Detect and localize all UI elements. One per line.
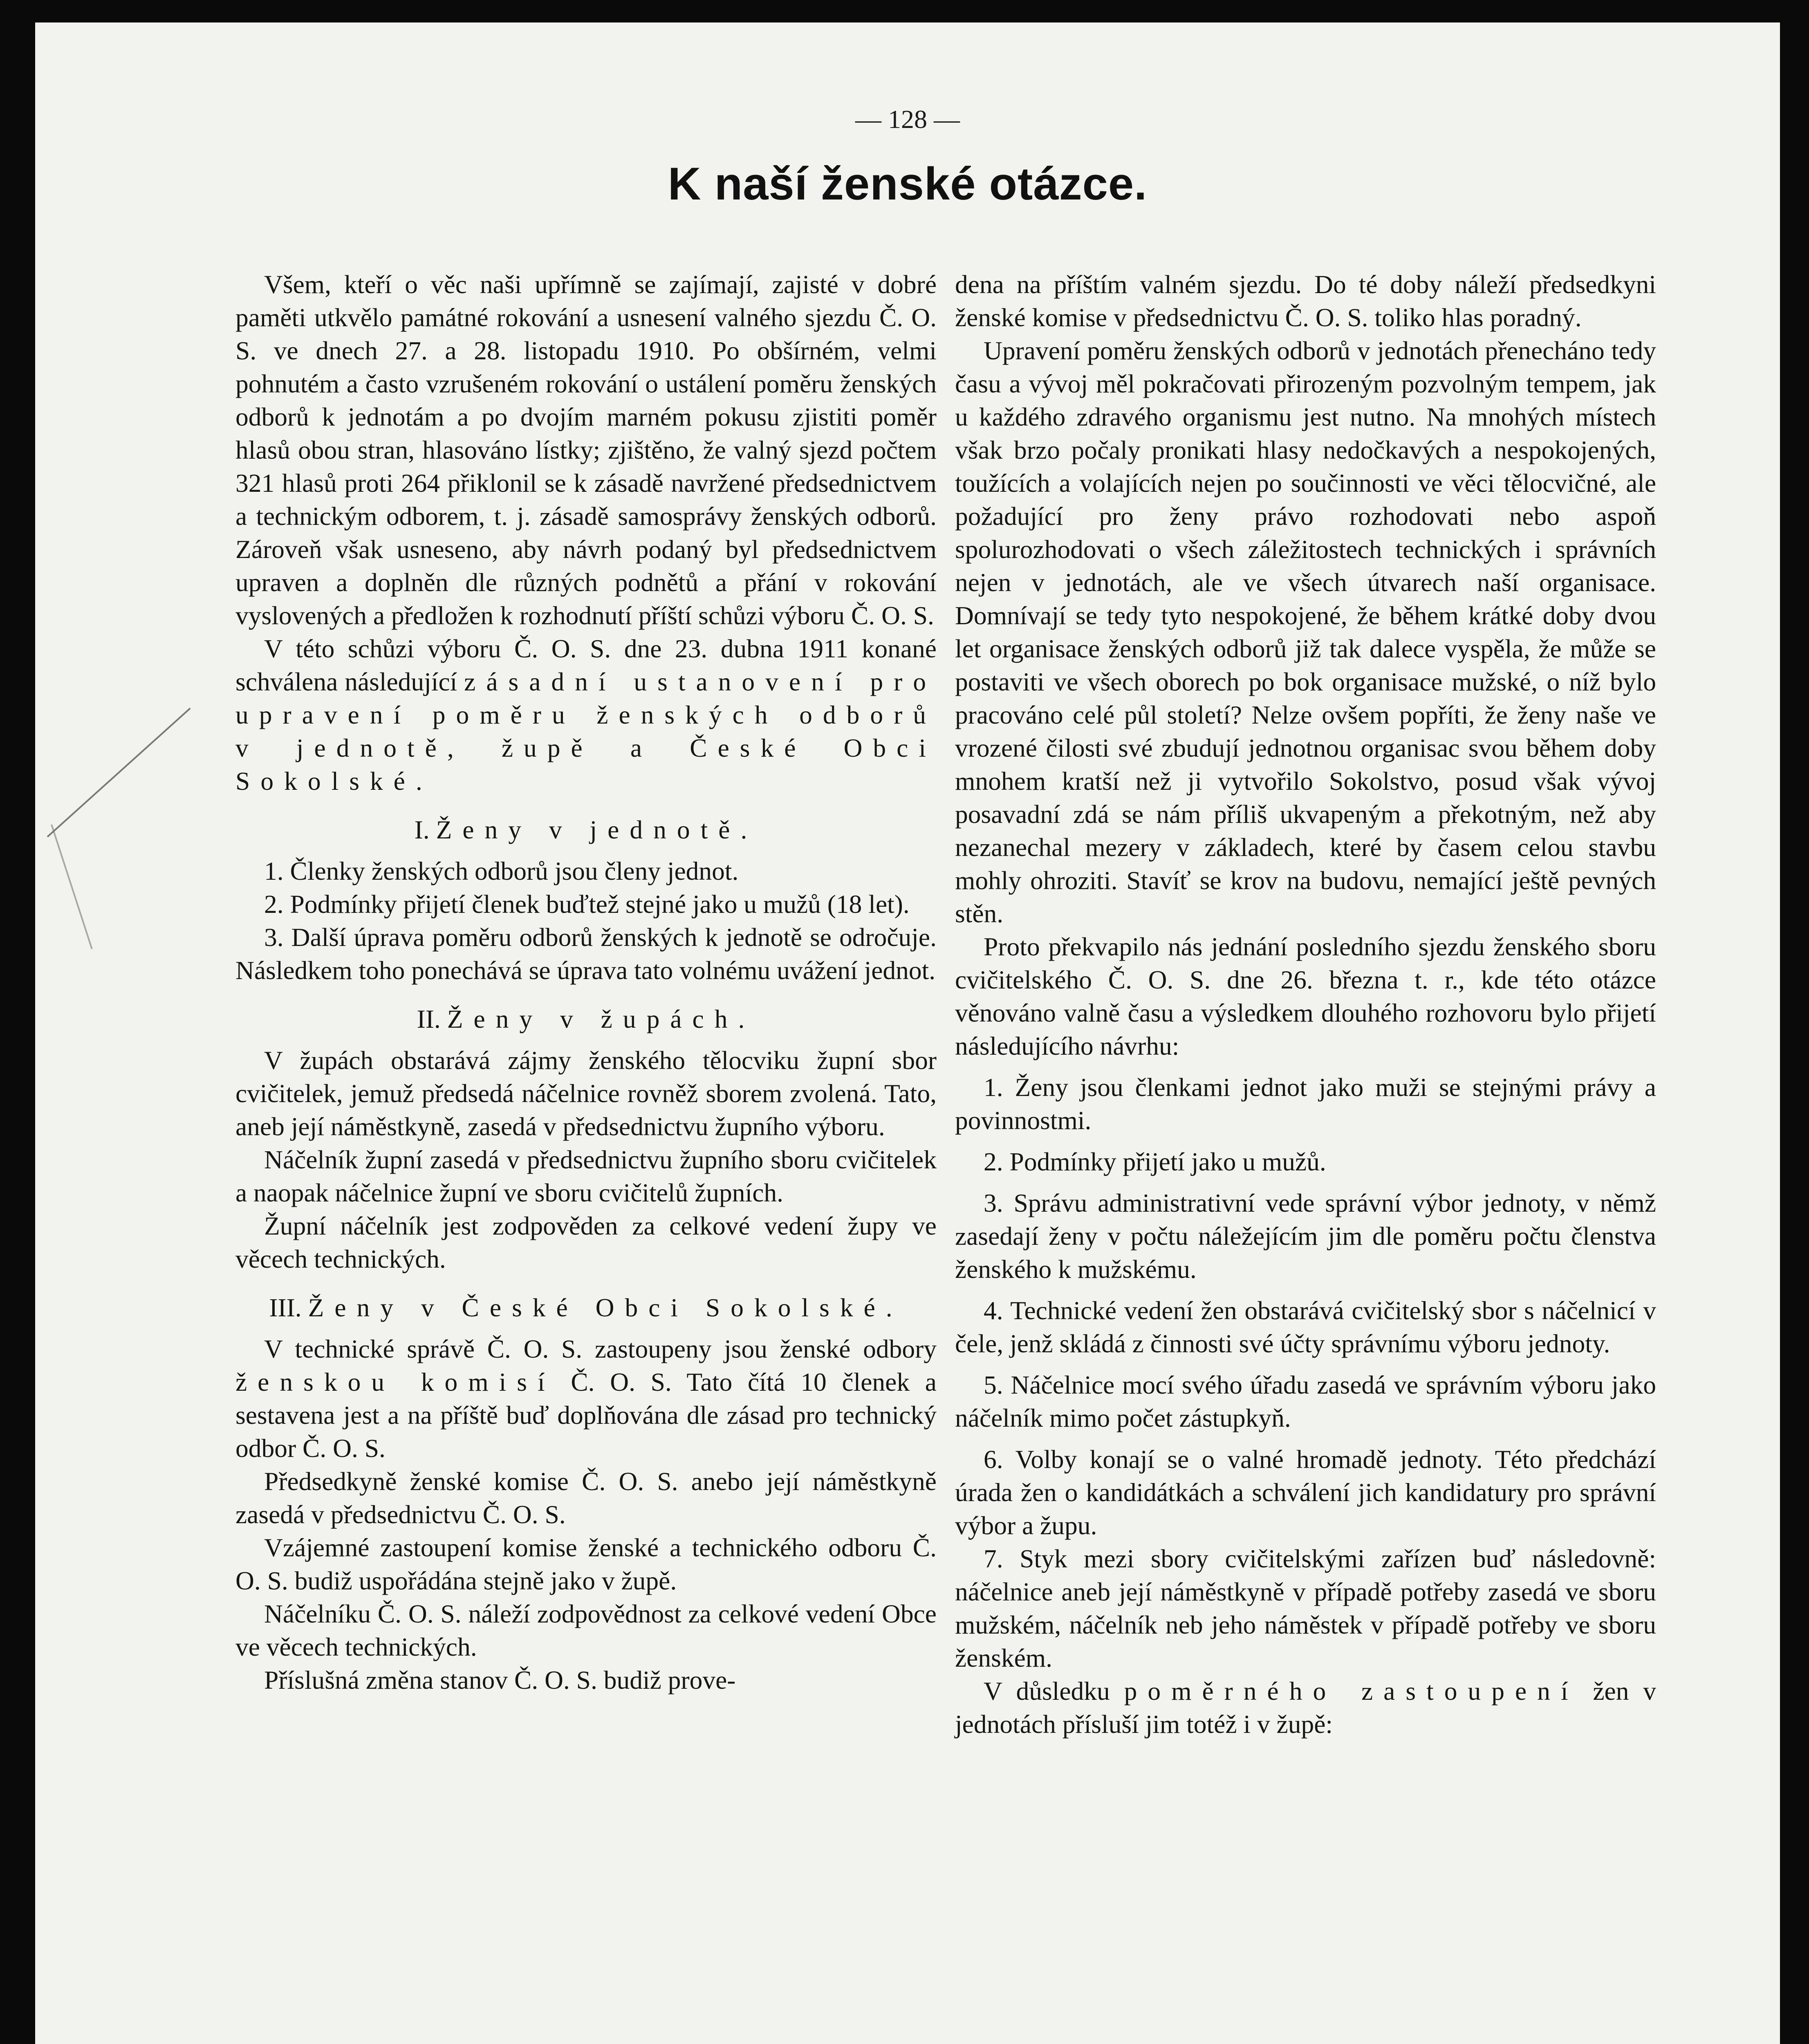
spaced-emphasis: zásadní ustanovení pro upravení poměru ženských odborů v jednotě, župě a České Obci Sokolské.: [235, 667, 937, 796]
paragraph: [235, 1332, 937, 1465]
paragraph: Náčelník župní zasedá v předsednictvu župního sboru cvičitelek a naopak náčelnice župní ve sboru cvičitelů župních.: [235, 1145, 937, 1207]
paragraph-continued: dena na příštím valném sjezdu. Do té doby náleží předsedkyni ženské komise v předsednictvu Č. O. S. toliko hlas poradný.: [955, 270, 1656, 332]
paragraph: V župách obstarává zájmy ženského tělocviku župní sbor cvičitelek, jemuž předsedá náčelnice rovněž sborem zvolená. Tato, aneb její náměstkyně, zasedá v předsednictvu župního výboru.: [235, 1046, 937, 1141]
heading-number: III.: [269, 1293, 302, 1322]
heading-text: Ženy v župách.: [447, 1004, 755, 1033]
right-column: [955, 268, 1656, 1741]
list-item: 3. Další úprava poměru odborů ženských k jednotě se odročuje. Následkem toho ponechává se úprava tato volnému uvážení jednot.: [235, 923, 937, 985]
list-item: 2. Podmínky přijetí členek buďtež stejné jako u mužů (18 let).: [264, 890, 910, 919]
list-item: 4. Technické vedení žen obstarává cvičitelský sbor s náčelnicí v čele, jenž skládá z činnosti své účty správnímu výboru jednoty.: [955, 1296, 1656, 1358]
left-column: [235, 268, 937, 1697]
list-item: 7. Styk mezi sbory cvičitelskými zařízen buď následovně: náčelnice aneb její náměstkyně v případě potřeby zasedá ve sboru mužském, náčelník neb jeho náměstek v případě potřeby ve sboru ženském.: [955, 1544, 1656, 1672]
list-item: 6. Volby konají se o valné hromadě jednoty. Této předchází úrada žen o kandidátkách a schválení jich kandidatury pro správní výbor a župu.: [955, 1445, 1656, 1540]
heading-number: II.: [417, 1004, 441, 1033]
spaced-emphasis: ženskou komisí: [235, 1367, 556, 1396]
section-heading: [235, 1291, 937, 1324]
paragraph: Předsedkyně ženské komise Č. O. S. anebo její náměstkyně zasedá v předsednictvu Č. O. S.: [235, 1467, 937, 1529]
list-item: 3. Správu administrativní vede správní výbor jednoty, v němž zasedají ženy v počtu náležejícím jim dle poměru počtu členstva ženského k mužskému.: [955, 1188, 1656, 1284]
list-item: 5. Náčelnice mocí svého úřadu zasedá ve správním výboru jako náčelník mimo počet zástupkyň.: [955, 1370, 1656, 1432]
list-item: 2. Podmínky přijetí jako u mužů.: [984, 1147, 1326, 1176]
article-title: K naší ženské otázce.: [668, 158, 1148, 209]
heading-number: I.: [414, 815, 430, 844]
paragraph: Všem, kteří o věc naši upřímně se zajímají, zajisté v dobré paměti utkvělo památné rokování a usnesení valného sjezdu Č. O. S. ve dnech 27. a 28. listopadu 1910. Po obšírném, velmi pohnutém a často vzrušeném rokování o ustálení poměru ženských odborů k jednotám a po dvojím marném pokusu zjistiti poměr hlasů obou stran, hlasováno lístky; zjištěno, že valný sjezd počtem 321 hlasů proti 264 přiklonil se k zásadě navržené předsednictvem a technickým odborem, t. j. zásadě samosprávy ženských odborů. Zároveň však usneseno, aby návrh podaný byl předsednictvem upraven a doplněn dle různých podnětů a přání v rokování vyslovených a předložen k rozhodnutí příští schůzi výboru Č. O. S.: [235, 270, 937, 630]
paragraph: Župní náčelník jest zodpověden za celkové vedení župy ve věcech technických.: [235, 1211, 937, 1273]
list-item: 1. Ženy jsou členkami jednot jako muži se stejnými právy a povinnostmi.: [955, 1073, 1656, 1135]
paragraph: Upravení poměru ženských odborů v jednotách přenecháno tedy času a vývoj měl pokračovati přirozeným pozvolným tempem, jak u každého zdravého organismu jest nutno. Na mnohých místech však brzo počaly pronikati hlasy nedočkavých a nespokojených, toužících a volajících nejen po součinnosti ve věci tělocvičné, ale požadující pro ženy právo rozhodovati nebo aspoň spolurozhodovati o všech záležitostech technických i správních nejen v jednotách, ale ve všech útvarech naší organisace. Domnívají se tedy tyto nespokojené, že během krátké doby dvou let organisace ženských odborů již tak dalece vyspěla, že může se postaviti ve všech oborech po bok organisace mužské, o níž bylo pracováno celé půl století? Nelze ovšem popříti, že ženy naše ve vrozené čilosti své zbudují jednotnou organisac svou během doby mnohem kratší než ji vytvořilo Sokolstvo, posud však vývoj posavadní zdá se nám příliš ukvapeným a překotným, než aby nezanechal mezery v základech, které by časem celou stavbu mohly ohroziti. Stavíť se krov na budovu, nemající ještě pevných stěn.: [955, 336, 1656, 928]
section-heading: [235, 1002, 937, 1035]
section-heading: [235, 813, 937, 846]
paragraph: Příslušná změna stanov Č. O. S. budiž prove-: [264, 1665, 736, 1694]
paragraph: [235, 632, 937, 798]
paragraph-lead: V technické správě Č. O. S. zastoupeny jsou ženské odbory: [264, 1334, 937, 1363]
pencil-stroke: [47, 708, 191, 837]
paragraph-rest: Č. O. S. Tato čítá 10 členek a sestavena jest a na příště buď doplňována dle zásad pro technický odbor Č. O. S.: [235, 1367, 937, 1463]
paragraph: Proto překvapilo nás jednání posledního sjezdu ženského sboru cvičitelského Č. O. S. dne 26. března t. r., kde této otázce věnováno valně času a výsledkem dlouhého rozhovoru bylo přijetí následujícího návrhu:: [955, 932, 1656, 1060]
heading-text: Ženy v jednotě.: [436, 815, 758, 844]
paragraph-lead: V důsledku: [984, 1676, 1110, 1706]
pencil-stroke: [51, 824, 93, 949]
paragraph: Vzájemné zastoupení komise ženské a technického odboru Č. O. S. budiž uspořádána stejně jako v župě.: [235, 1533, 937, 1595]
heading-text: Ženy v České Obci Sokolské.: [308, 1293, 903, 1322]
paragraph: [955, 1674, 1656, 1741]
page-number: — 128 —: [855, 105, 960, 134]
list-item: 1. Členky ženských odborů jsou členy jednot.: [264, 856, 739, 885]
spaced-emphasis: poměrného zastoupení: [1124, 1676, 1579, 1706]
paragraph-rest: žen v jednotách přísluší jim totéž i v župě:: [955, 1676, 1656, 1739]
scanned-page: [35, 22, 1780, 2044]
paragraph: Náčelníku Č. O. S. náleží zodpovědnost za celkové vedení Obce ve věcech technických.: [235, 1599, 937, 1661]
paragraph-lead: V této schůzi výboru Č. O. S. dne 23. dubna 1911 konané schválena následující: [235, 634, 937, 696]
